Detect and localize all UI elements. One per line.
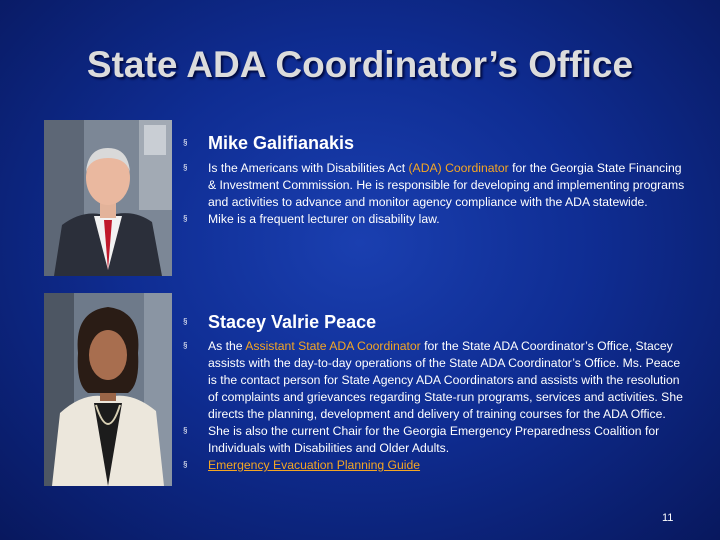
bullet-icon: §	[183, 460, 188, 469]
bullet-icon: §	[183, 214, 188, 223]
bullet-icon: §	[183, 317, 188, 326]
person1-name: Mike Galifianakis	[208, 133, 355, 153]
person1-description-2: Mike is a frequent lecturer on disability law.	[208, 212, 440, 226]
page-number: 11	[662, 512, 674, 524]
bullet-icon: §	[183, 163, 188, 172]
person1-block	[180, 132, 690, 228]
slide-title: State ADA Coordinator’s Office	[86, 44, 634, 85]
person2-block	[180, 311, 690, 474]
person2-description-2: She is also the current Chair for the Georgia Emergency Preparedness Coalition for Individuals with Disabilities and Older Adults.	[208, 424, 660, 455]
person1-description: Is the Americans with Disabilities Act (ADA) Coordinator for the Georgia State Financing & Investment Commission. He is responsible for developing and implementing programs and activities to advance and monitor agency compliance with the ADA statewide.	[208, 161, 685, 209]
person2-title-highlight: Assistant State ADA Coordinator	[245, 339, 421, 353]
person1-title-highlight: (ADA) Coordinator	[408, 161, 509, 175]
photo-stacey-valrie-peace	[44, 293, 172, 486]
bullet-icon: §	[183, 341, 188, 350]
bullet-icon: §	[183, 426, 188, 435]
bullet-icon: §	[183, 138, 188, 147]
evacuation-guide-link[interactable]: Emergency Evacuation Planning Guide	[208, 458, 421, 472]
person2-description: As the Assistant State ADA Coordinator for the State ADA Coordinator’s Office, Stacey assists with the day-to-day operations of the State ADA Coordinator’s Office. Ms. Peace is the contact person for State Agency ADA Coordinators and assists with the resolution of complaints and grievances regarding State-run programs, services and activities. She directs the planning, development and delivery of training courses for the ADA Office.	[208, 339, 683, 421]
person2-name: Stacey Valrie Peace	[208, 312, 377, 332]
photo-mike-galifianakis	[44, 120, 172, 276]
